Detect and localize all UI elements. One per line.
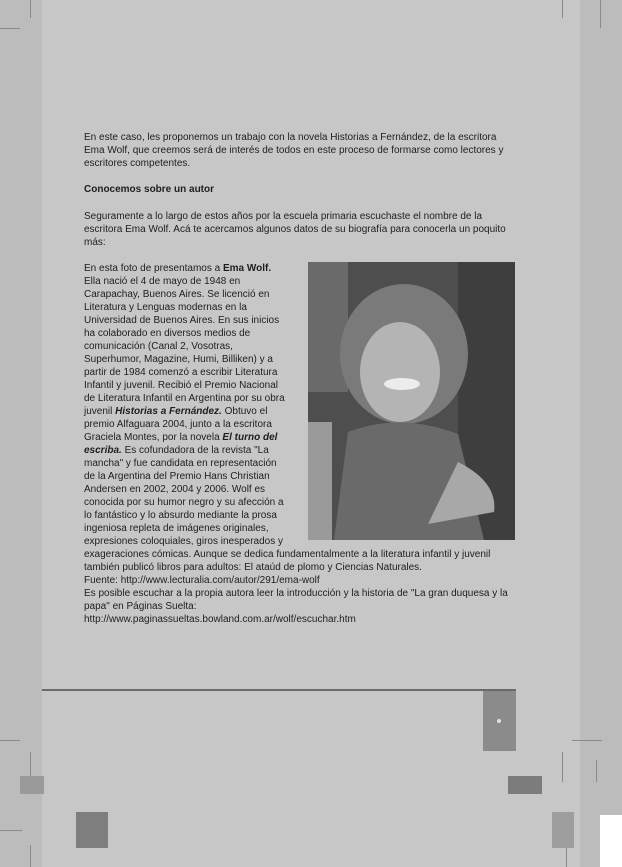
section-heading: Conocemos sobre un autor [84, 184, 215, 195]
bio-part3: Es cofundadora de la revista "La mancha" y fue candidata en representación de la Argentina del Premio Hans Christian Andersen en 2002, 2004 y 2006. Wolf es conocida por su humor negro y su afección a lo fantástico y lo absurdo mediante la prosa ingeniosa repleta de imágenes originales, expresiones coloquiales, giros inesperados y exageraciones cómicas. Aunque se dedica fundamentalmente a la literatura infantil y juvenil también publicó libros para adultos: El ataúd de plomo y Ciencias Naturales. [84, 445, 491, 573]
registration-block [508, 776, 542, 794]
crop-mark [0, 830, 22, 831]
bio-lead: En esta foto de presentamos a [84, 263, 223, 274]
bio-part2: Obtuvo el premio Alfaguara 2004, junto a la escritora Graciela Montes, por la novela [84, 406, 272, 443]
audio-note: Es posible escuchar a la propia autora leer la introducción y la historia de "La gran duquesa y la papa" en Páginas Suelta: [84, 588, 508, 612]
page-corner [600, 815, 622, 867]
book-title: Historias a Fernández. [115, 406, 222, 417]
crop-mark [30, 0, 31, 18]
source-line: Fuente: http://www.lecturalia.com/autor/291/ema-wolf [84, 575, 320, 586]
crop-mark [0, 740, 20, 741]
crop-mark [0, 28, 20, 29]
crop-mark [600, 0, 601, 28]
crop-mark [572, 740, 602, 741]
intro-paragraph: En este caso, les proponemos un trabajo con la novela Historias a Fernández, de la escritora Ema Wolf, que creemos será de interés de todos en este proceso de formarse como lectores y escritores competentes. [84, 132, 504, 169]
page-dot [497, 719, 501, 723]
crop-mark [30, 845, 31, 867]
registration-block [552, 812, 574, 848]
crop-mark [562, 752, 563, 782]
footer-rule [42, 689, 516, 691]
crop-mark [566, 845, 567, 867]
book-title: El turno del escriba. [84, 432, 278, 456]
bio-part1: Ella nació el 4 de mayo de 1948 en Carapachay, Buenos Aires. Se licenció en Literatura y Lenguas modernas en la Universidad de Buenos Aires. En sus inicios ha colaborado en diversos medios de comunicación (Canal 2, Vosotras, Superhumor, Magazine, Humi, Billiken) y a partir de 1984 comenzó a escribir Literatura Infantil y juvenil. Recibió el Premio Nacional de Literatura Infantil en Argentina por su obra juvenil [84, 276, 285, 417]
crop-mark [596, 760, 597, 782]
page-tab [483, 691, 516, 751]
registration-block [76, 812, 108, 848]
audio-url: http://www.paginassueltas.bowland.com.ar/wolf/escuchar.htm [84, 614, 356, 625]
bio-text [84, 262, 518, 626]
registration-block [20, 776, 44, 794]
photo-placeholder [300, 262, 518, 540]
bio-name: Ema Wolf. [222, 263, 272, 274]
lead-paragraph: Seguramente a lo largo de estos años por la escuela primaria escuchaste el nombre de la escritora Ema Wolf. Acá te acercamos algunos datos de su biografía para conocerla un poquito más: [84, 211, 506, 248]
crop-mark [562, 0, 563, 18]
